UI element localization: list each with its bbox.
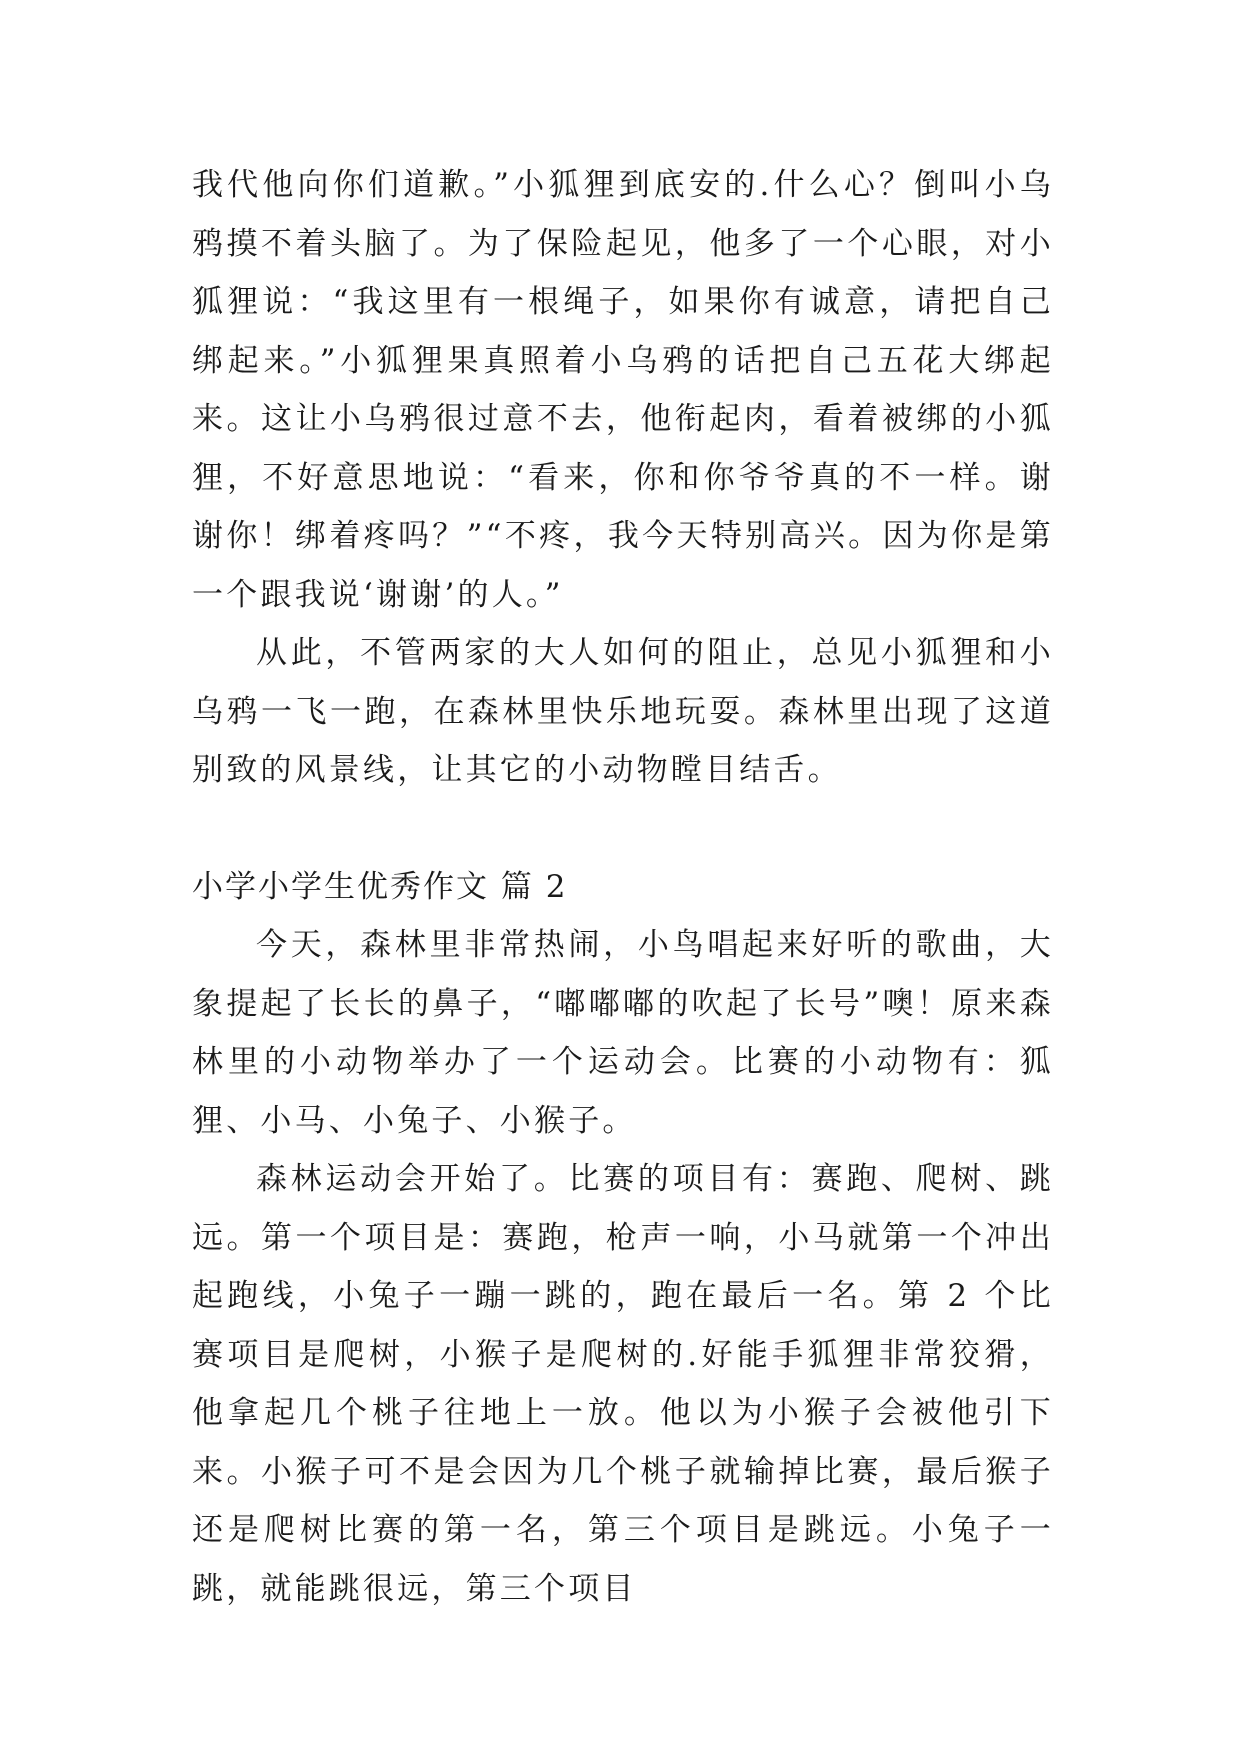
paragraph-continuation: 我代他向你们道歉。”小狐狸到底安的.什么心？倒叫小乌鸦摸不着头脑了。为了保险起见，他多了一个心眼，对小狐狸说：“我这里有一根绳子，如果你有诚意，请把自己绑起来。”小狐狸果真照着小乌鸦的话把自己五花大绑起来。这让小乌鸦很过意不去，他衔起肉，看着被绑的小狐狸，不好意思地说：“看来，你和你爷爷真的不一样。谢谢你！绑着疼吗？”“不疼，我今天特别高兴。因为你是第一个跟我说‘谢谢’的人。” bbox=[192, 167, 1054, 613]
section-heading: 小学小学生优秀作文 篇 2 bbox=[192, 869, 568, 905]
paragraph-friendship: 从此，不管两家的大人如何的阻止，总见小狐狸和小乌鸦一飞一跑，在森林里快乐地玩耍。森林里出现了这道别致的风景线，让其它的小动物瞠目结舌。 bbox=[192, 635, 1054, 788]
paragraph-competition: 森林运动会开始了。比赛的项目有：赛跑、爬树、跳远。第一个项目是：赛跑，枪声一响，小马就第一个冲出起跑线，小兔子一蹦一跳的，跑在最后一名。第 2 个比赛项目是爬树，小猴子是爬树的.好能手狐狸非常狡猾，他拿起几个桃子往地上一放。他以为小猴子会被他引下来。小猴子可不是会因为几个桃子就输掉比赛，最后猴子还是爬树比赛的第一名，第三个项目是跳远。小兔子一跳，就能跳很远，第三个项目 bbox=[192, 1161, 1054, 1607]
paragraph-forest-sports: 今天，森林里非常热闹，小鸟唱起来好听的歌曲，大象提起了长长的鼻子，“嘟嘟嘟的吹起了长号”噢！原来森林里的小动物举办了一个运动会。比赛的小动物有：狐狸、小马、小兔子、小猴子。 bbox=[192, 927, 1054, 1139]
